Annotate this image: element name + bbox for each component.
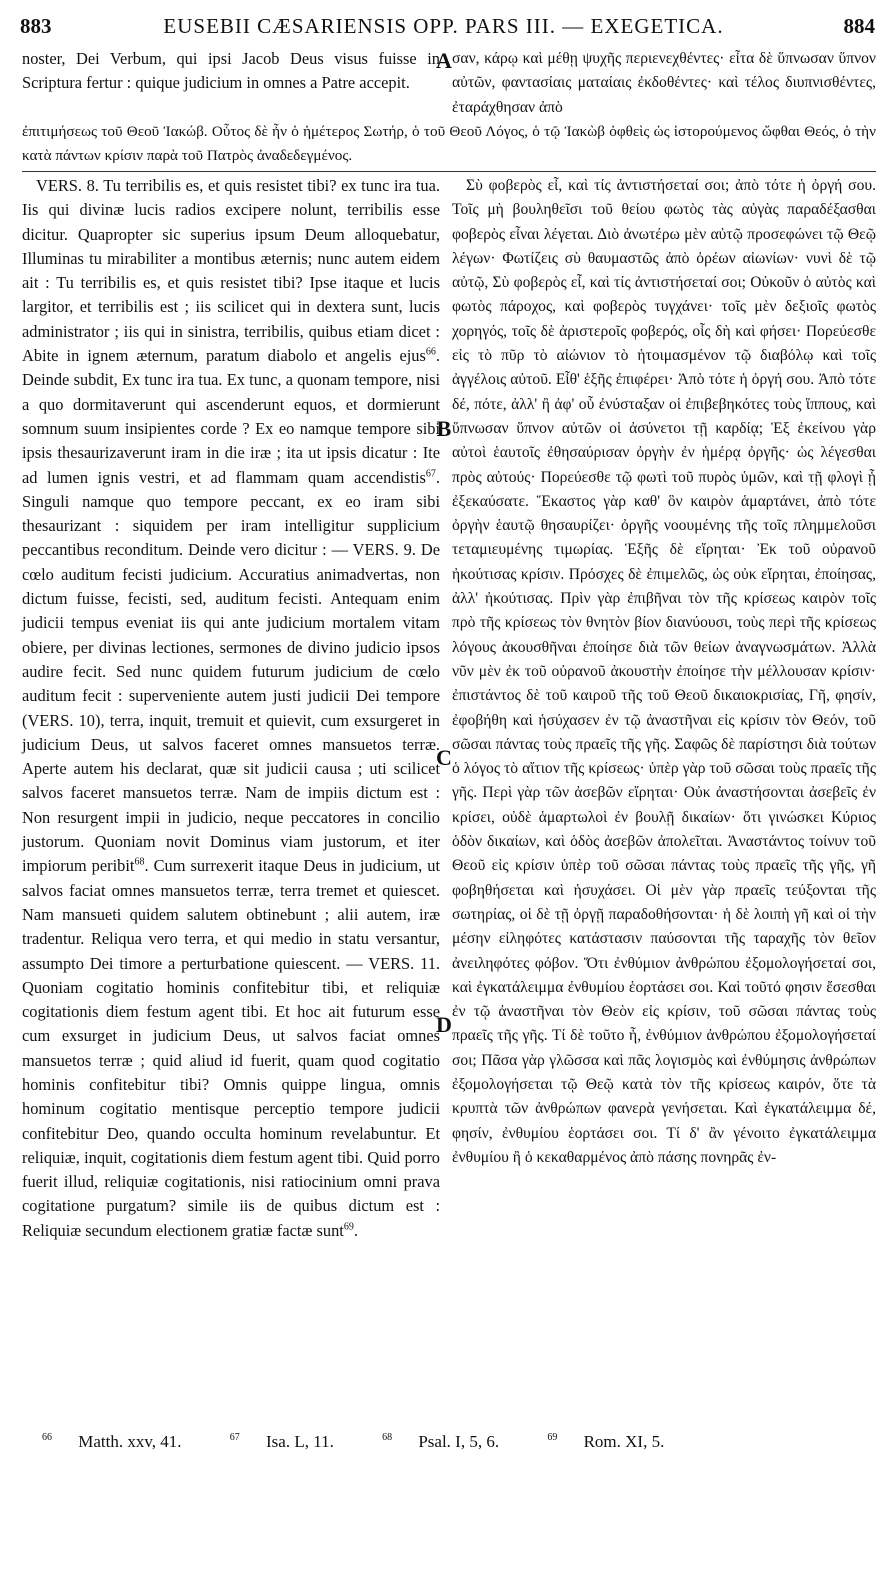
greek-top-text: σαν, κάρῳ καὶ μέθῃ ψυχῆς περιενεχθέντες· εἶτα δὲ ὕπνωσαν ὕπνον αὐτῶν, φαντασίαις ματαίαις ἐκδοθέντες· καὶ τέλος διυπνισθέντες, ἐταράχθησαν ἀπὸ [452,50,876,116]
latin-text-part-1: VERS. 8. Tu terribilis es, et quis resistet tibi? ex tunc ira tua. Iis qui divinæ lucis radios excipere nolunt, terribilis esse dicitur. Quapropter sic superius ipsum Deum alloquebatur, Illuminas tu mirabiliter a montibus æternis; nunc autem eidem ait : Tu terribilis es, et quis resistet tibi? Ipse itaque et lucis largitor, et terribilis est ; iis scilicet qui in dextera sunt, lucis administrator ; iis qui in sinistra, terribilis, quibus etiam dicet : Abite in ignem æternum, paratum diabolo et angelis ejus [22,176,440,366]
margin-marker-d: D [436,1012,452,1037]
footnote-number: 66 [42,1432,52,1444]
latin-text-part-3: . Singuli namque quo tempore peccant, ex eo iram sibi thesaurizant : siquidem per iram intelligitur supplicium peccantibus reconditum. Deinde vero dicitur : — VERS. 9. De cœlo auditum fecisti judicium. Accuratius animadvertas, non dictum fuisse, fecisti, sed, auditum fecisti. Antequam enim judicii tempus eveniat iis qui ante judicium mortalem vitam obiere, per divinas lectiones, sermones de divino judicio ipsos audire fecit. Sed nunc quidem futurum judicium de cœlo auditum fecit : superveniente autem justi judicii Dei tempore (VERS. 10), terra, inquit, tremuit et quievit, cum exsurgeret in judicium Deus, ut salvos faceret omnes mansuetos terræ. Aperte autem his declarat, quæ sit judicii causa ; uti scilicet salvos faceret mansuetos terræ. Nam de impiis dictum est : Non resurgent impii in judicio, neque peccatores in concilio justorum. Quoniam novit Dominus viam justorum, et iter impiorum peribit [22,467,440,876]
footnote-number: 68 [382,1432,393,1444]
footnote-ref-69: 69 [343,1221,354,1233]
latin-top-paragraph [22,47,440,96]
page-number-right: 884 [843,14,875,38]
greek-column [452,174,876,1170]
margin-marker-c: C [436,745,452,770]
page-number-left: 883 [20,14,52,38]
footnote-number: 69 [547,1432,558,1444]
latin-text-part-4: . Cum surrexerit itaque Deus in judicium, ut salvos faciat omnes mansuetos terræ, terra tremet et quiescet. Nam mansueti quidem salutem obtinebunt ; alii autem, iræ tradentur. Reliqua vero terra, et qui medio in statu versantur, assumpto Dei timore a perturbatione quiescent. — VERS. 11. Quoniam cogitatio hominis confitebitur tibi, et reliquiæ cogitationis diem festum agent tibi. Et hoc ait futurum esse cum exsurget in judicium Deus, ut salvos faciat omnes mansuetos terræ ; quid aliud id fuerit, quam quod cogitatio hominis confitebitur tibi? Omnis quippe lingua, omnis hominum cogitatio mentisque perceptio tempore judicii confitebitur Deo, quando occulta hominum revelabuntur. Et reliquiæ, inquit, cogitationis diem festum agent tibi. Quid porro fuerit illud, reliquiæ cogitationis, nisi ratiocinium omni prava cogitatione purgatum? simile iis de quibus dictum est : Reliquiæ secundum electionem gratiæ factæ sunt [22,856,440,1240]
footnote-ref-68: 68 [134,856,145,868]
greek-full-width-text: ἐπιτιμήσεως τοῦ Θεοῦ Ἰακώβ. Οὗτος δὲ ἦν ὁ ἡμέτερος Σωτήρ, ὁ τοῦ Θεοῦ Λόγος, ὁ τῷ Ἰακὼβ ὀφθεὶς ὡς ἱστορούμενος ὤφθαι Θεός, ὁ τὴν κατὰ πάντων κρίσιν παρὰ τοῦ Πατρὸς ἀναδεδεγμένος. [22,123,876,164]
footnote-67 [230,1432,356,1451]
footnote-ref-67: 67 [425,468,436,480]
footnote-68 [382,1432,521,1451]
greek-top-paragraph [452,47,876,120]
latin-text-part-2: . Deinde subdit, Ex tunc ira tua. Ex tunc, a quonam tempore, nisi a quo dormitaverunt qui ascenderunt equos, et dormierunt somnum suum insipientes corde ? Ex eo namque tempore sibi ipsis thesaurizaverunt iram in die iræ ; ita ut ipsis dicatur : Ite ad lumen ignis vestri, et ad flammam quam accendistis [22,346,440,487]
latin-text-end: . [353,1220,358,1240]
footnote-ref-66: 66 [425,346,436,358]
margin-marker-b: B [436,416,452,441]
running-title: EUSEBII CÆSARIENSIS OPP. PARS III. — EXEGETICA. [163,14,724,38]
footnote-number: 67 [229,1432,240,1444]
footnote-reference: Isa. L, 11. [266,1432,334,1451]
greek-full-width-paragraph [22,120,876,168]
latin-main-text [22,174,440,1243]
footnotes [42,1432,708,1452]
footnote-reference: Psal. I, 5, 6. [418,1432,500,1451]
footnote-reference: Matth. xxv, 41. [78,1432,182,1451]
section-divider [22,171,876,172]
footnote-66 [42,1432,204,1451]
margin-marker-a: A [436,48,452,73]
footnote-69 [547,1432,686,1451]
page-header [0,14,887,42]
latin-column [22,174,440,1243]
greek-main-text: Σὺ φοβερὸς εἶ, καὶ τίς ἀντιστήσεταί σοι; ἀπὸ τότε ἡ ὀργή σου. Τοῖς μὴ βουληθεῖσι τοῦ θείου φωτὸς τὰς αὐγὰς παραδέξασθαι φοβερὸς εἶναι λέγεται. Διὸ ἀνωτέρω μὲν αὐτῷ προσεφώνει τῷ Θεῷ λέγων· Φωτίζεις σὺ θαυμαστῶς ἀπὸ ὀρέων αἰωνίων· νυνὶ δὲ τῷ αὐτῷ, Σὺ φοβερὸς εἶ, καὶ τίς ἀντιστήσεταί σοι; Οὐκοῦν ὁ αὐτὸς καὶ φωτὸς πάροχος, καὶ φοβερὸς τυγχάνει· τοῖς μὲν δεξιοῖς φωτὸς χορηγός, τοῖς δὲ ἀριστεροῖς φοβερός, οἷς δὴ καὶ φήσει· Πορεύεσθε εἰς τὸ πῦρ τὸ αἰώνιον τὸ ἡτοιμασμένον τῷ διαβόλῳ καὶ τοῖς ἀγγέλοις αὐτοῦ. Εἶθ' ἑξῆς ἐπιφέρει· Ἀπὸ τότε ἡ ὀργή σου. Ἀπὸ τότε δέ, πότε, ἀλλ' ἢ ἀφ' οὗ ἐνύσταξαν οἱ ἐπιβεβηκότες τοὺς ἵππους, καὶ ὕπνωσαν ὕπνον αὐτῶν οἱ ἀσύνετοι τῇ καρδίᾳ; Ἐξ ἐκείνου γὰρ αὐτοὶ ἑαυτοῖς ἐθησαύρισαν ὀργὴν ἐν ἡμέρᾳ ὀργῆς· ὡς λέγεσθαι πρὸς αὐτούς· Πορεύεσθε τῷ φωτὶ τοῦ πυρὸς ὑμῶν, καὶ τῇ φλογὶ ᾗ ἐξεκαύσατε. Ἕκαστος γὰρ καθ' ὃν καιρὸν ἁμαρτάνει, ἀπὸ τότε ὀργὴν ἑαυτῷ θησαυρίζει· ὀργῆς νοουμένης τῆς τοῖς πλημμελοῦσι τεταμιευμένης τιμωρίας. Ἑξῆς δὲ εἴρηται· Ἐκ τοῦ οὐρανοῦ ἠκούτισας κρίσιν. Πρόσχες δὲ ἐπιμελῶς, ὡς οὐκ εἴρηται, ἐποίησας, ἀλλ' ἠκούτισας. Πρὶν γὰρ ἐπιβῆναι τὸν τῆς κρίσεως καιρὸν τοῖς πρὸ τῆς κρίσεως τὸν θνητὸν βίον διανύουσι, τοὺς περὶ τῆς κρίσεως λόγους ἀκουσθῆναι ἐποίησε διὰ τῶν θείων ἀναγνωσμάτων. Ἀλλὰ νῦν μὲν ἐκ τοῦ οὐρανοῦ ἀκουστὴν ἐποίησε τὴν μέλλουσαν κρίσιν· ἐπιστάντος δὲ τοῦ καιροῦ τῆς τοῦ Θεοῦ δικαιοκρισίας, Γῆ, φησίν, ἐφοβήθη καὶ ἡσύχασεν ἐν τῷ ἀναστῆναι εἰς κρίσιν τὸν Θεόν, τοῦ σῶσαι πάντας τοὺς πραεῖς τῆς γῆς. Σαφῶς δὲ παρίστησι διὰ τούτων ὁ λόγος τὸ αἴτιον τῆς κρίσεως· ὑπὲρ γὰρ τοῦ σῶσαι τοὺς πραεῖς τῆς γῆς. Περὶ γὰρ τῶν ἀσεβῶν εἴρηται· Οὐκ ἀναστήσονται ἀσεβεῖς ἐν κρίσει, οὐδὲ ἁμαρτωλοὶ ἐν βουλῇ δικαίων· ὅτι γινώσκει Κύριος ὁδὸν δικαίων, καὶ ὁδὸς ἀσεβῶν ἀπολεῖται. Ἀναστάντος τοίνυν τοῦ Θεοῦ εἰς κρίσιν ὑπὲρ τοῦ σῶσαι πάντας τοὺς πραεῖς τῆς γῆς, γῆ φοβηθήσεται καὶ ἡσυχάσει. Οἱ μὲν γὰρ πραεῖς τεύξονται τῆς σωτηρίας, οἱ δὲ τῇ ὀργῇ παραδοθήσονται· ἡ δὲ λοιπὴ γῆ καὶ οἱ τὴν μέσην εἰληφότες κατάστασιν παύσονται τῆς ταραχῆς τὸν θεῖον ἀνειληφότες φόβον. Ὅτι ἐνθύμιον ἀνθρώπου ἐξομολογήσεταί σοι, καὶ ἐγκατάλειμμα ἐνθυμίου ἑορτάσει σοι. Καὶ τοῦτό φησιν ἔσεσθαι ἐν τῷ ἀναστῆναι τὸν Θεὸν εἰς κρίσιν, τοῦ σῶσαι πάντας τοὺς πραεῖς τῆς γῆς. Τί δὲ τοῦτο ἦ, ἐνθύμιον ἀνθρώπου ἐξομολογήσεταί σοι; Πᾶσα γὰρ γλῶσσα καὶ πᾶς λογισμὸς καὶ ἐνθύμησις ἀνθρώπων ἐξομολογήσεται τῷ Θεῷ κατὰ τὸν τῆς κρίσεως καιρόν, ὅτε τὰ κρυπτὰ τῶν ἀνθρώπων φανερὰ γενήσεται. Καὶ ἐγκατάλειμμα δέ, φησίν, ἐνθυμίου ἑορτάσει σοι. Τί δ' ἂν γένοιτο ἐγκατάλειμμα ἐνθυμίου ἢ ὁ κεκαθαρμένος ἀπὸ πάσης πονηρᾶς ἐν- [452,177,876,1166]
latin-top-text: noster, Dei Verbum, qui ipsi Jacob Deus visus fuisse in Scriptura fertur : quique judicium in omnes a Patre accepit. [22,49,440,93]
footnote-reference: Rom. XI, 5. [583,1432,665,1451]
